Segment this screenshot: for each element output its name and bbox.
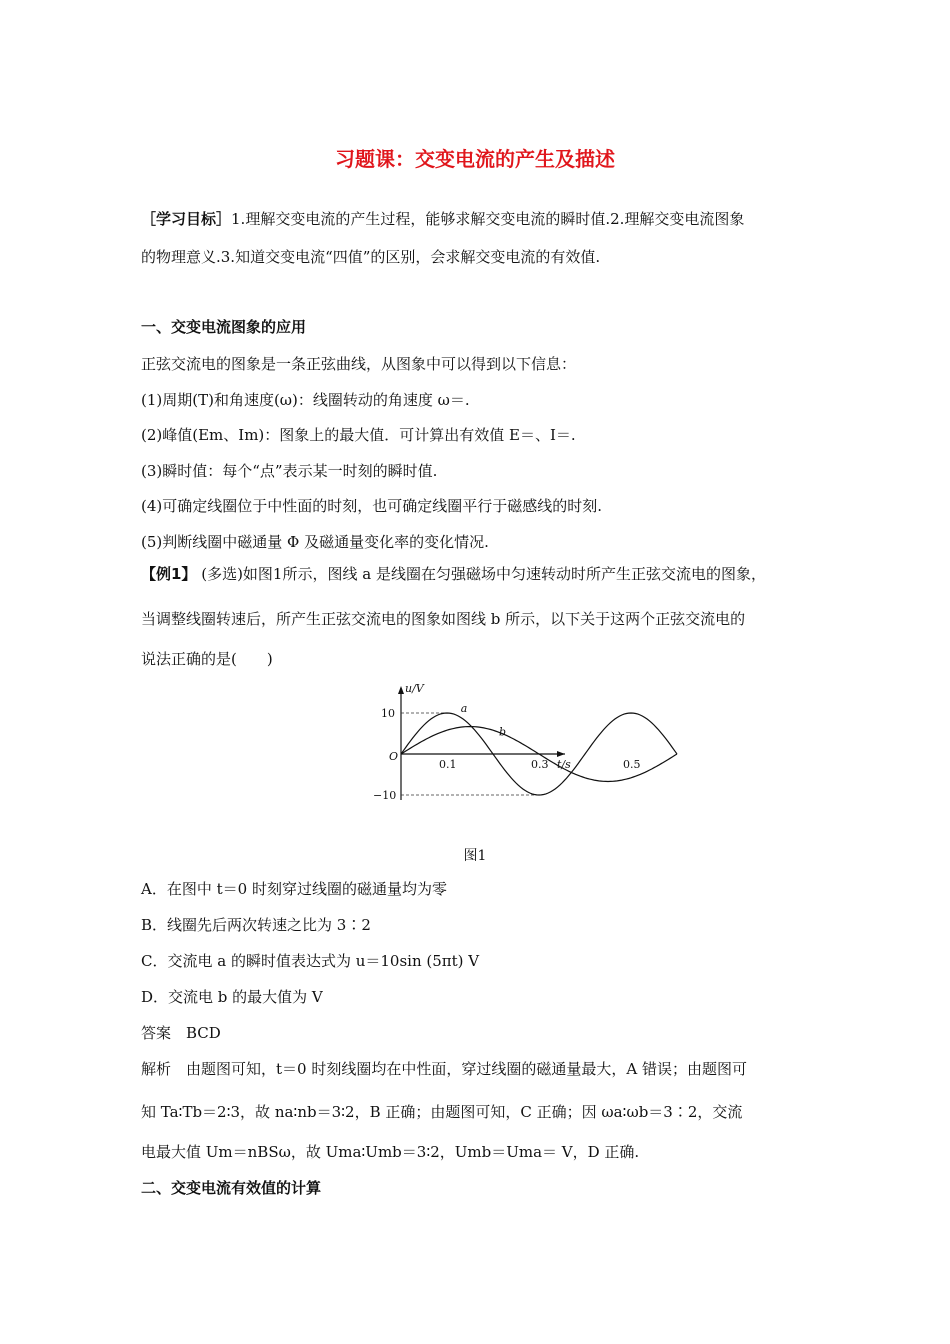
section1-item-3: (3)瞬时值：每个“点”表示某一时刻的瞬时值. [141, 462, 438, 480]
section1-item-1: (1)周期(T)和角速度(ω)：线圈转动的角速度 ω＝. [141, 391, 470, 409]
goals-line-2: 的物理意义.3.知道交变电流“四值”的区别，会求解交变电流的有效值. [141, 248, 601, 266]
section1-item-4: (4)可确定线圈位于中性面的时刻，也可确定线圈平行于磁感线的时刻. [141, 497, 603, 515]
x-tick-label: 0.3 [531, 758, 549, 771]
section1-item-5: (5)判断线圈中磁通量 Φ 及磁通量变化率的变化情况. [141, 533, 489, 551]
series-a-label: a [460, 702, 468, 715]
x-tick-label: 0.1 [439, 758, 457, 771]
analysis-line-2: 知 Ta∶Tb＝2∶3，故 na∶nb＝3∶2，B 正确；由题图可知，C 正确；因 ωa∶ωb＝3∶2，交流 [141, 1103, 743, 1121]
example-tag: 【例1】 [141, 565, 197, 583]
example-text-1: (多选)如图1所示，图线 a 是线圈在匀强磁场中匀速转动时所产生正弦交流电的图象， [201, 565, 766, 583]
section1-item-2: (2)峰值(Em、Im)：图象上的最大值．可计算出有效值 E＝、I＝. [141, 426, 576, 444]
option-b: B．线圈先后两次转速之比为 3∶2 [141, 916, 371, 934]
x-axis-arrow [557, 751, 565, 757]
y-axis-arrow [398, 686, 404, 694]
page-title: 习题课：交变电流的产生及描述 [335, 147, 615, 171]
figure-caption: 图1 [463, 848, 487, 864]
x-axis-label: t/s [557, 758, 571, 771]
goals-tag: ［学习目标］ [141, 210, 232, 228]
y-tick-label-min: −10 [373, 789, 397, 802]
x-tick-label: 0.5 [623, 758, 641, 771]
example-line-2: 当调整线圈转速后，所产生正弦交流电的图象如图线 b 所示，以下关于这两个正弦交流电的 [141, 610, 746, 628]
option-d: D．交流电 b 的最大值为 V [141, 988, 323, 1006]
example-line-3: 说法正确的是( ) [141, 650, 273, 668]
goals-text-1: 1.理解交变电流的产生过程，能够求解交变电流的瞬时值.2.理解交变电流图象 [231, 210, 745, 228]
option-a: A．在图中 t＝0 时刻穿过线圈的磁通量均为零 [141, 880, 447, 898]
analysis-line-1: 解析 由题图可知，t＝0 时刻线圈均在中性面，穿过线圈的磁通量最大，A 错误；由题图可 [141, 1060, 747, 1078]
analysis-line-3: 电最大值 Um＝nBSω，故 Uma∶Umb＝3∶2，Umb＝Uma＝ V，D 正确. [141, 1143, 640, 1161]
section2-heading: 二、交变电流有效值的计算 [141, 1179, 322, 1197]
option-c: C．交流电 a 的瞬时值表达式为 u＝10sin (5πt) V [141, 952, 480, 970]
y-axis-label: u/V [405, 682, 424, 695]
origin-label: O [389, 750, 399, 763]
series-b-label: b [499, 725, 507, 739]
answer: 答案 BCD [141, 1024, 221, 1042]
section1-intro: 正弦交流电的图象是一条正弦曲线，从图象中可以得到以下信息： [141, 355, 577, 373]
y-tick-label-max: 10 [381, 707, 395, 720]
section1-heading: 一、交变电流图象的应用 [141, 318, 307, 336]
